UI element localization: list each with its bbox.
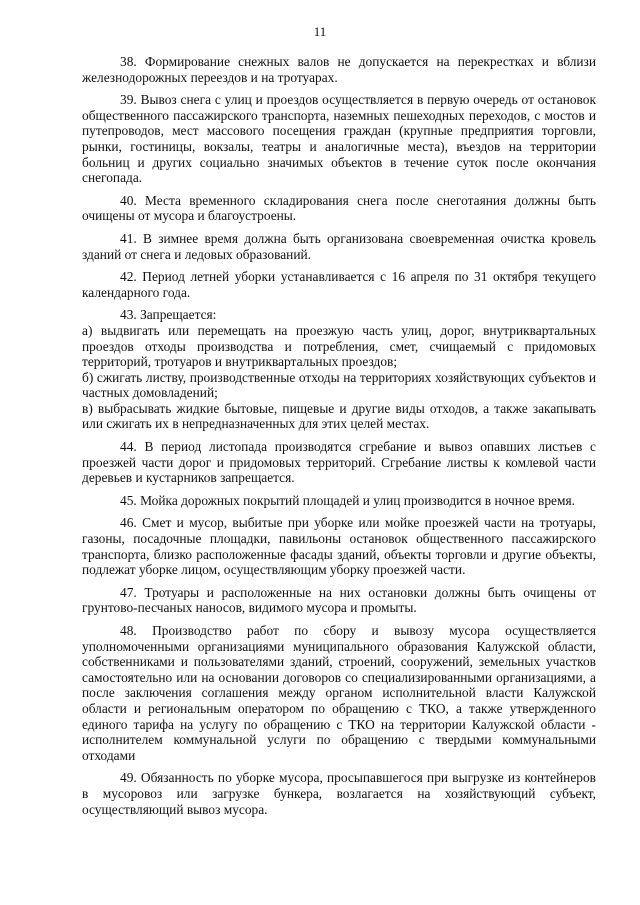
paragraph-43: 43. Запрещается: (120, 307, 217, 323)
paragraph-44: 44. В период листопада производятся сгребание и вывоз опавших листьев с проезжей части дорог и придомовых территорий. Сгребание листвы к комлевой части деревьев и кустарников запрещается. (82, 439, 596, 486)
paragraph-49: 49. Обязанность по уборке мусора, просыпавшегося при выгрузке из контейнеров в мусоровоз или загрузке бункера, возлагается на хозяйствующий субъект, осуществляющий вывоз мусора. (82, 770, 596, 817)
paragraph-48: 48. Производство работ по сбору и вывозу мусора осуществляется уполномоченными организациями муниципального образования Калужской области, собственниками и пользователями зданий, строений, сооружений, земельных участков самостоятельно или на основании договоров со специализированными организациями, а после заключения соглашения между органом исполнительной власти Калужской области и региональным оператором по обращению с ТКО, а также утвержденного единого тарифа на услугу по обращению с ТКО на территории Калужской области - исполнителем коммунальной услуги по обращению с твердыми коммунальными отходами (82, 623, 596, 763)
paragraph-46: 46. Смет и мусор, выбитые при уборке или мойке проезжей части на тротуары, газоны, посадочные площадки, павильоны остановок общественного пассажирского транспорта, близко расположенные фасады зданий, объекты торговли и другие объекты, подлежат уборке лицом, осуществляющим уборку проезжей части. (82, 515, 596, 578)
prohibition-item-b: б) сжигать листву, производственные отходы на территориях хозяйствующих субъектов и частных домовладений; (82, 369, 596, 401)
prohibition-item-c: в) выбрасывать жидкие бытовые, пищевые и другие виды отходов, а также закапывать или сжигать их в непредназначенных для этих целей местах. (82, 400, 596, 432)
paragraph-47: 47. Тротуары и расположенные на них остановки должны быть очищены от грунтово-песчаных наносов, видимого мусора и промыты. (82, 584, 596, 616)
prohibition-item-a: а) выдвигать или перемещать на проезжую часть улиц, дорог, внутриквартальных проездов отходы производства и потребления, смет, счищаемый с придомовых территорий, тротуаров и внутриквартальных проездов; (82, 322, 596, 370)
paragraph-45: 45. Мойка дорожных покрытий площадей и улиц производится в ночное время. (120, 492, 575, 508)
paragraph-39: 39. Вывоз снега с улиц и проездов осуществляется в первую очередь от остановок общественного пассажирского транспорта, наземных пешеходных переходов, с мостов и путепроводов, мест массового посещения граждан (крупные предприятия торговли, рынки, гостиницы, вокзалы, театры и аналогичные места), въездов на территории больниц и других социально значимых объектов в течение суток после окончания снегопада. (82, 92, 596, 186)
paragraph-42: 42. Период летней уборки устанавливается с 16 апреля по 31 октября текущего календарного года. (82, 269, 596, 300)
page-number: 11 (313, 24, 327, 39)
document-body (82, 54, 596, 824)
paragraph-41: 41. В зимнее время должна быть организована своевременная очистка кровель зданий от снега и ледовых образований. (82, 230, 596, 262)
paragraph-40: 40. Места временного складирования снега после снеготаяния должны быть очищены от мусора и благоустроены. (82, 192, 596, 224)
paragraph-38: 38. Формирование снежных валов не допускается на перекрестках и вблизи железнодорожных переездов и на тротуарах. (82, 54, 596, 85)
